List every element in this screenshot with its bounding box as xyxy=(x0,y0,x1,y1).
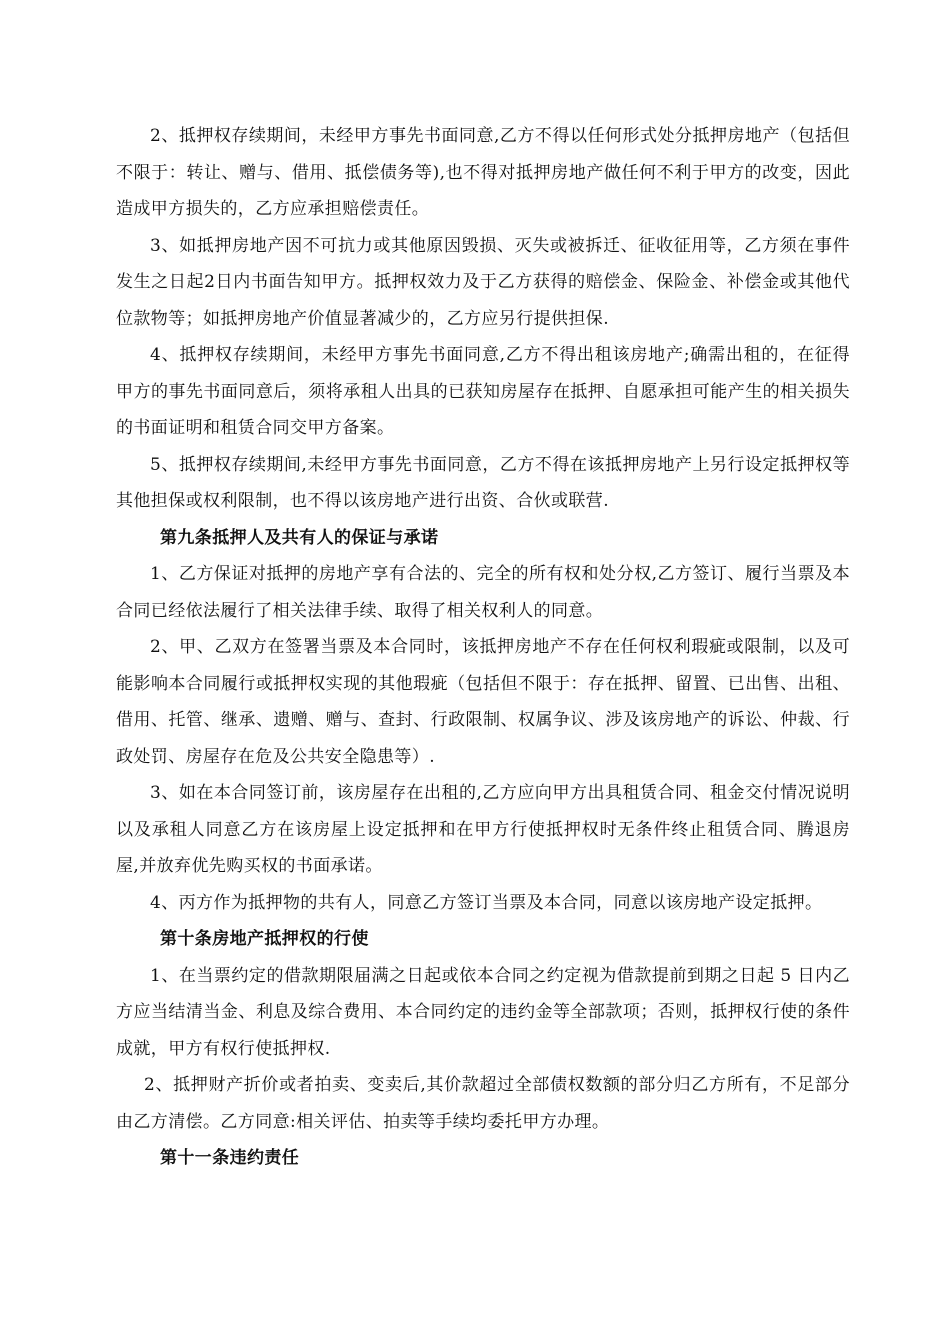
clause-paragraph: 2、抵押财产折价或者拍卖、变卖后,其价款超过全部债权数额的部分归乙方所有，不足部分由乙方清偿。乙方同意:相关评估、拍卖等手续均委托甲方办理。 xyxy=(116,1075,850,1132)
article-11-heading: 第十一条违约责任 xyxy=(160,1148,300,1168)
clause-paragraph: 1、在当票约定的借款期限届满之日起或依本合同之约定视为借款提前到期之日起 5 日内乙方应当结清当金、利息及综合费用、本合同约定的违约金等全部款项；否则，抵押权行使的条件成就，甲方有权行使抵押权. xyxy=(116,965,850,1059)
clause-paragraph: 2、抵押权存续期间，未经甲方事先书面同意,乙方不得以任何形式处分抵押房地产（包括但不限于：转让、赠与、借用、抵偿债务等),也不得对抵押房地产做任何不利于甲方的改变，因此造成甲方损失的，乙方应承担赔偿责任。 xyxy=(116,126,850,219)
clause-paragraph: 2、甲、乙双方在签署当票及本合同时，该抵押房地产不存在任何权利瑕疵或限制，以及可能影响本合同履行或抵押权实现的其他瑕疵（包括但不限于：存在抵押、留置、已出售、出租、借用、托管、继承、遗赠、赠与、查封、行政限制、权属争议、涉及该房地产的诉讼、仲裁、行政处罚、房屋存在危及公共安全隐患等）. xyxy=(116,637,850,767)
article-10-heading: 第十条房地产抵押权的行使 xyxy=(160,929,369,949)
clause-paragraph: 5、抵押权存续期间,未经甲方事先书面同意，乙方不得在该抵押房地产上另行设定抵押权等其他担保或权利限制，也不得以该房地产进行出资、合伙或联营. xyxy=(116,454,850,511)
clause-paragraph: 1、乙方保证对抵押的房地产享有合法的、完全的所有权和处分权,乙方签订、履行当票及本合同已经依法履行了相关法律手续、取得了相关权利人的同意。 xyxy=(116,564,850,621)
clause-paragraph: 3、如抵押房地产因不可抗力或其他原因毁损、灭失或被拆迁、征收征用等，乙方须在事件发生之日起2日内书面告知甲方。抵押权效力及于乙方获得的赔偿金、保险金、补偿金或其他代位款物等；如抵押房地产价值显著减少的，乙方应另行提供担保. xyxy=(116,235,850,329)
clause-paragraph: 4、丙方作为抵押物的共有人，同意乙方签订当票及本合同，同意以该房地产设定抵押。 xyxy=(150,892,823,913)
clause-paragraph: 4、抵押权存续期间，未经甲方事先书面同意,乙方不得出租该房地产;确需出租的，在征得甲方的事先书面同意后，须将承租人出具的已获知房屋存在抵押、自愿承担可能产生的相关损失的书面证明和租赁合同交甲方备案。 xyxy=(116,345,850,438)
article-9-heading: 第九条抵押人及共有人的保证与承诺 xyxy=(160,527,439,548)
document-body xyxy=(116,118,850,1177)
clause-paragraph: 3、如在本合同签订前，该房屋存在出租的,乙方应向甲方出具租赁合同、租金交付情况说明以及承租人同意乙方在该房屋上设定抵押和在甲方行使抵押权时无条件终止租赁合同、腾退房屋,并放弃优先购买权的书面承诺。 xyxy=(116,783,850,876)
